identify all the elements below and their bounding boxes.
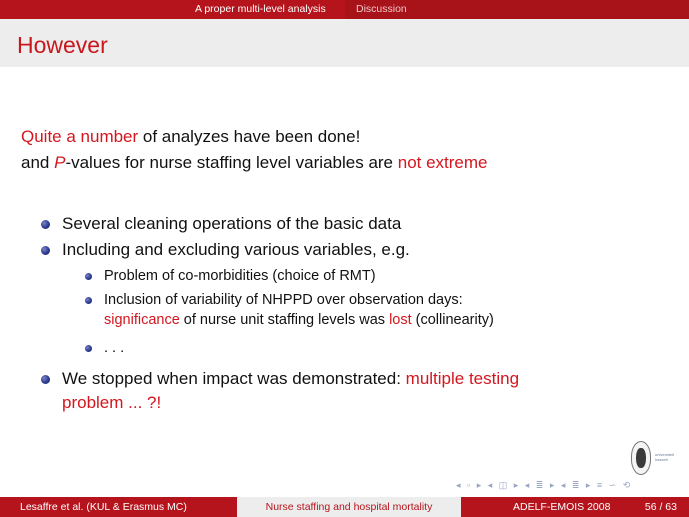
sub-item-highlight: lost — [389, 312, 412, 328]
university-seal-icon — [631, 441, 651, 475]
p-symbol: P — [54, 153, 66, 172]
sub-list-item: . . . — [104, 340, 125, 356]
sub-item-highlight: significance — [104, 312, 180, 328]
bullet-icon — [41, 246, 50, 255]
list-item-highlight: problem ... ?! — [62, 393, 162, 412]
sub-bullet-icon — [85, 273, 92, 280]
sub-bullet-icon — [85, 345, 92, 352]
logo-caption-line-1: universiteit — [655, 452, 675, 457]
bullet-icon — [41, 220, 50, 229]
sub-list-item: Problem of co-morbidities (choice of RMT) — [104, 268, 376, 284]
footer-right — [461, 497, 689, 517]
intro-text — [21, 124, 488, 176]
frame-title-bar — [0, 19, 689, 67]
bullet-icon — [41, 375, 50, 384]
footer-event: ADELF-EMOIS 2008 — [513, 501, 611, 513]
list-item — [62, 367, 662, 415]
intro-line-2-text: -values for nurse staffing level variables are — [65, 153, 398, 172]
sub-item-text: of nurse unit staffing levels was — [179, 312, 390, 328]
footer-author: Lesaffre et al. (KUL & Erasmus MC) — [0, 497, 237, 517]
footer-bar — [0, 497, 689, 517]
beamer-navigation-icons[interactable]: ◂ ▫ ▸ ◂ ◫ ▸ ◂ ≣ ▸ ◂ ≣ ▸ ≡ ∽ ⟲ — [456, 480, 633, 490]
sub-bullet-icon — [85, 297, 92, 304]
list-item-text: We stopped when impact was demonstrated: — [62, 369, 406, 388]
list-item-highlight: multiple testing — [405, 369, 520, 388]
top-navigation-bar — [0, 0, 689, 19]
logo-caption — [655, 452, 674, 462]
list-item: Including and excluding various variables, e.g. — [62, 240, 410, 259]
logo-caption-line-2: hasselt — [655, 457, 668, 462]
sub-list-item — [104, 290, 664, 330]
intro-highlight: Quite a number — [21, 127, 139, 146]
nav-section-link[interactable]: A proper multi-level analysis — [195, 3, 326, 15]
intro-line-2-prefix: and — [21, 153, 55, 172]
sub-item-text: Inclusion of variability of NHPPD over observation days: — [104, 292, 463, 308]
footer-page-number: 56 / 63 — [644, 501, 677, 513]
sub-item-text: (collinearity) — [411, 312, 494, 328]
footer-short-title: Nurse staffing and hospital mortality — [237, 497, 461, 517]
intro-line-2 — [21, 150, 488, 176]
frame-title: However — [17, 32, 108, 58]
nav-subsection-link[interactable]: Discussion — [345, 0, 689, 19]
list-item: Several cleaning operations of the basic data — [62, 214, 402, 233]
intro-line-2-highlight: not extreme — [397, 153, 488, 172]
intro-line-1-text: of analyzes have been done! — [138, 127, 361, 146]
intro-line-1 — [21, 124, 488, 150]
